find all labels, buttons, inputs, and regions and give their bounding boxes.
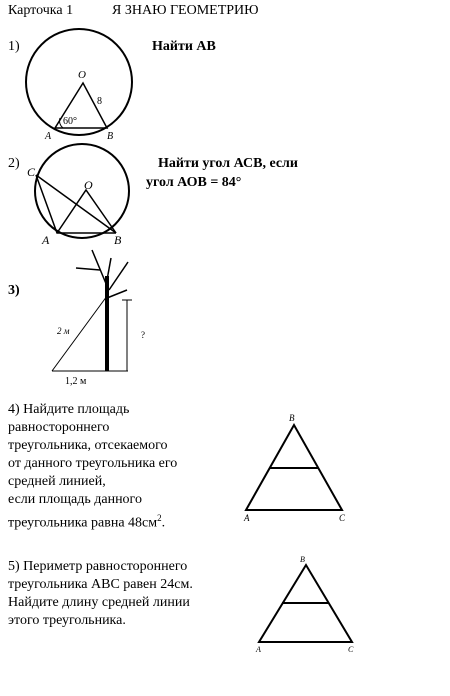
task5-label-a: A — [256, 645, 261, 654]
page-title: Я ЗНАЮ ГЕОМЕТРИЮ — [112, 3, 259, 18]
task3-label-base: 1,2 м — [65, 376, 87, 387]
task2-label-b: B — [114, 233, 122, 247]
task1-label-side: 8 — [97, 96, 102, 107]
task4-label-a: A — [244, 513, 250, 523]
task5-label-b: B — [300, 555, 305, 564]
task1-label-b: B — [107, 131, 114, 142]
task4-line: средней линией, — [8, 474, 106, 489]
task5-line: треугольника АВС равен 24см. — [8, 577, 193, 592]
task1-label-o: O — [78, 69, 86, 81]
task4-line: от данного треугольника его — [8, 456, 178, 471]
task4-label-b: B — [289, 413, 295, 423]
task4-last-line: треугольника равна $48см^2$. — [8, 513, 166, 531]
task2-label-c: C — [27, 165, 36, 179]
task2-label-o: O — [84, 178, 93, 192]
task4-line: 4) Найдите площадь — [8, 402, 130, 417]
task4-label-c: C — [339, 513, 346, 523]
task4-line: если площадь данного — [8, 492, 142, 507]
task1-label-angle: 60° — [63, 116, 77, 127]
card-label: Карточка 1 — [8, 3, 74, 18]
task4-line: треугольника, отсекаемого — [8, 438, 168, 453]
task2-label-a: A — [42, 233, 50, 247]
task3-label-hyp: 2 м — [57, 326, 70, 336]
task4-line: равностороннего — [8, 420, 110, 435]
task1-label-a: A — [45, 131, 52, 142]
task5-line: этого треугольника. — [8, 613, 126, 628]
task5-line: 5) Периметр равностороннего — [8, 559, 188, 574]
task2-text-line2: угол АОВ = 84° — [146, 175, 242, 190]
task2-text-line1: Найти угол АСВ, если — [158, 156, 298, 171]
task3-number: 3) — [8, 283, 20, 298]
task3-label-height: ? — [141, 330, 145, 340]
task1-number: 1) — [8, 39, 20, 54]
task5-label-c: C — [348, 645, 354, 654]
task2-number: 2) — [8, 156, 20, 171]
task5-line: Найдите длину средней линии — [8, 595, 190, 610]
task1-text: Найти АВ — [152, 39, 216, 54]
